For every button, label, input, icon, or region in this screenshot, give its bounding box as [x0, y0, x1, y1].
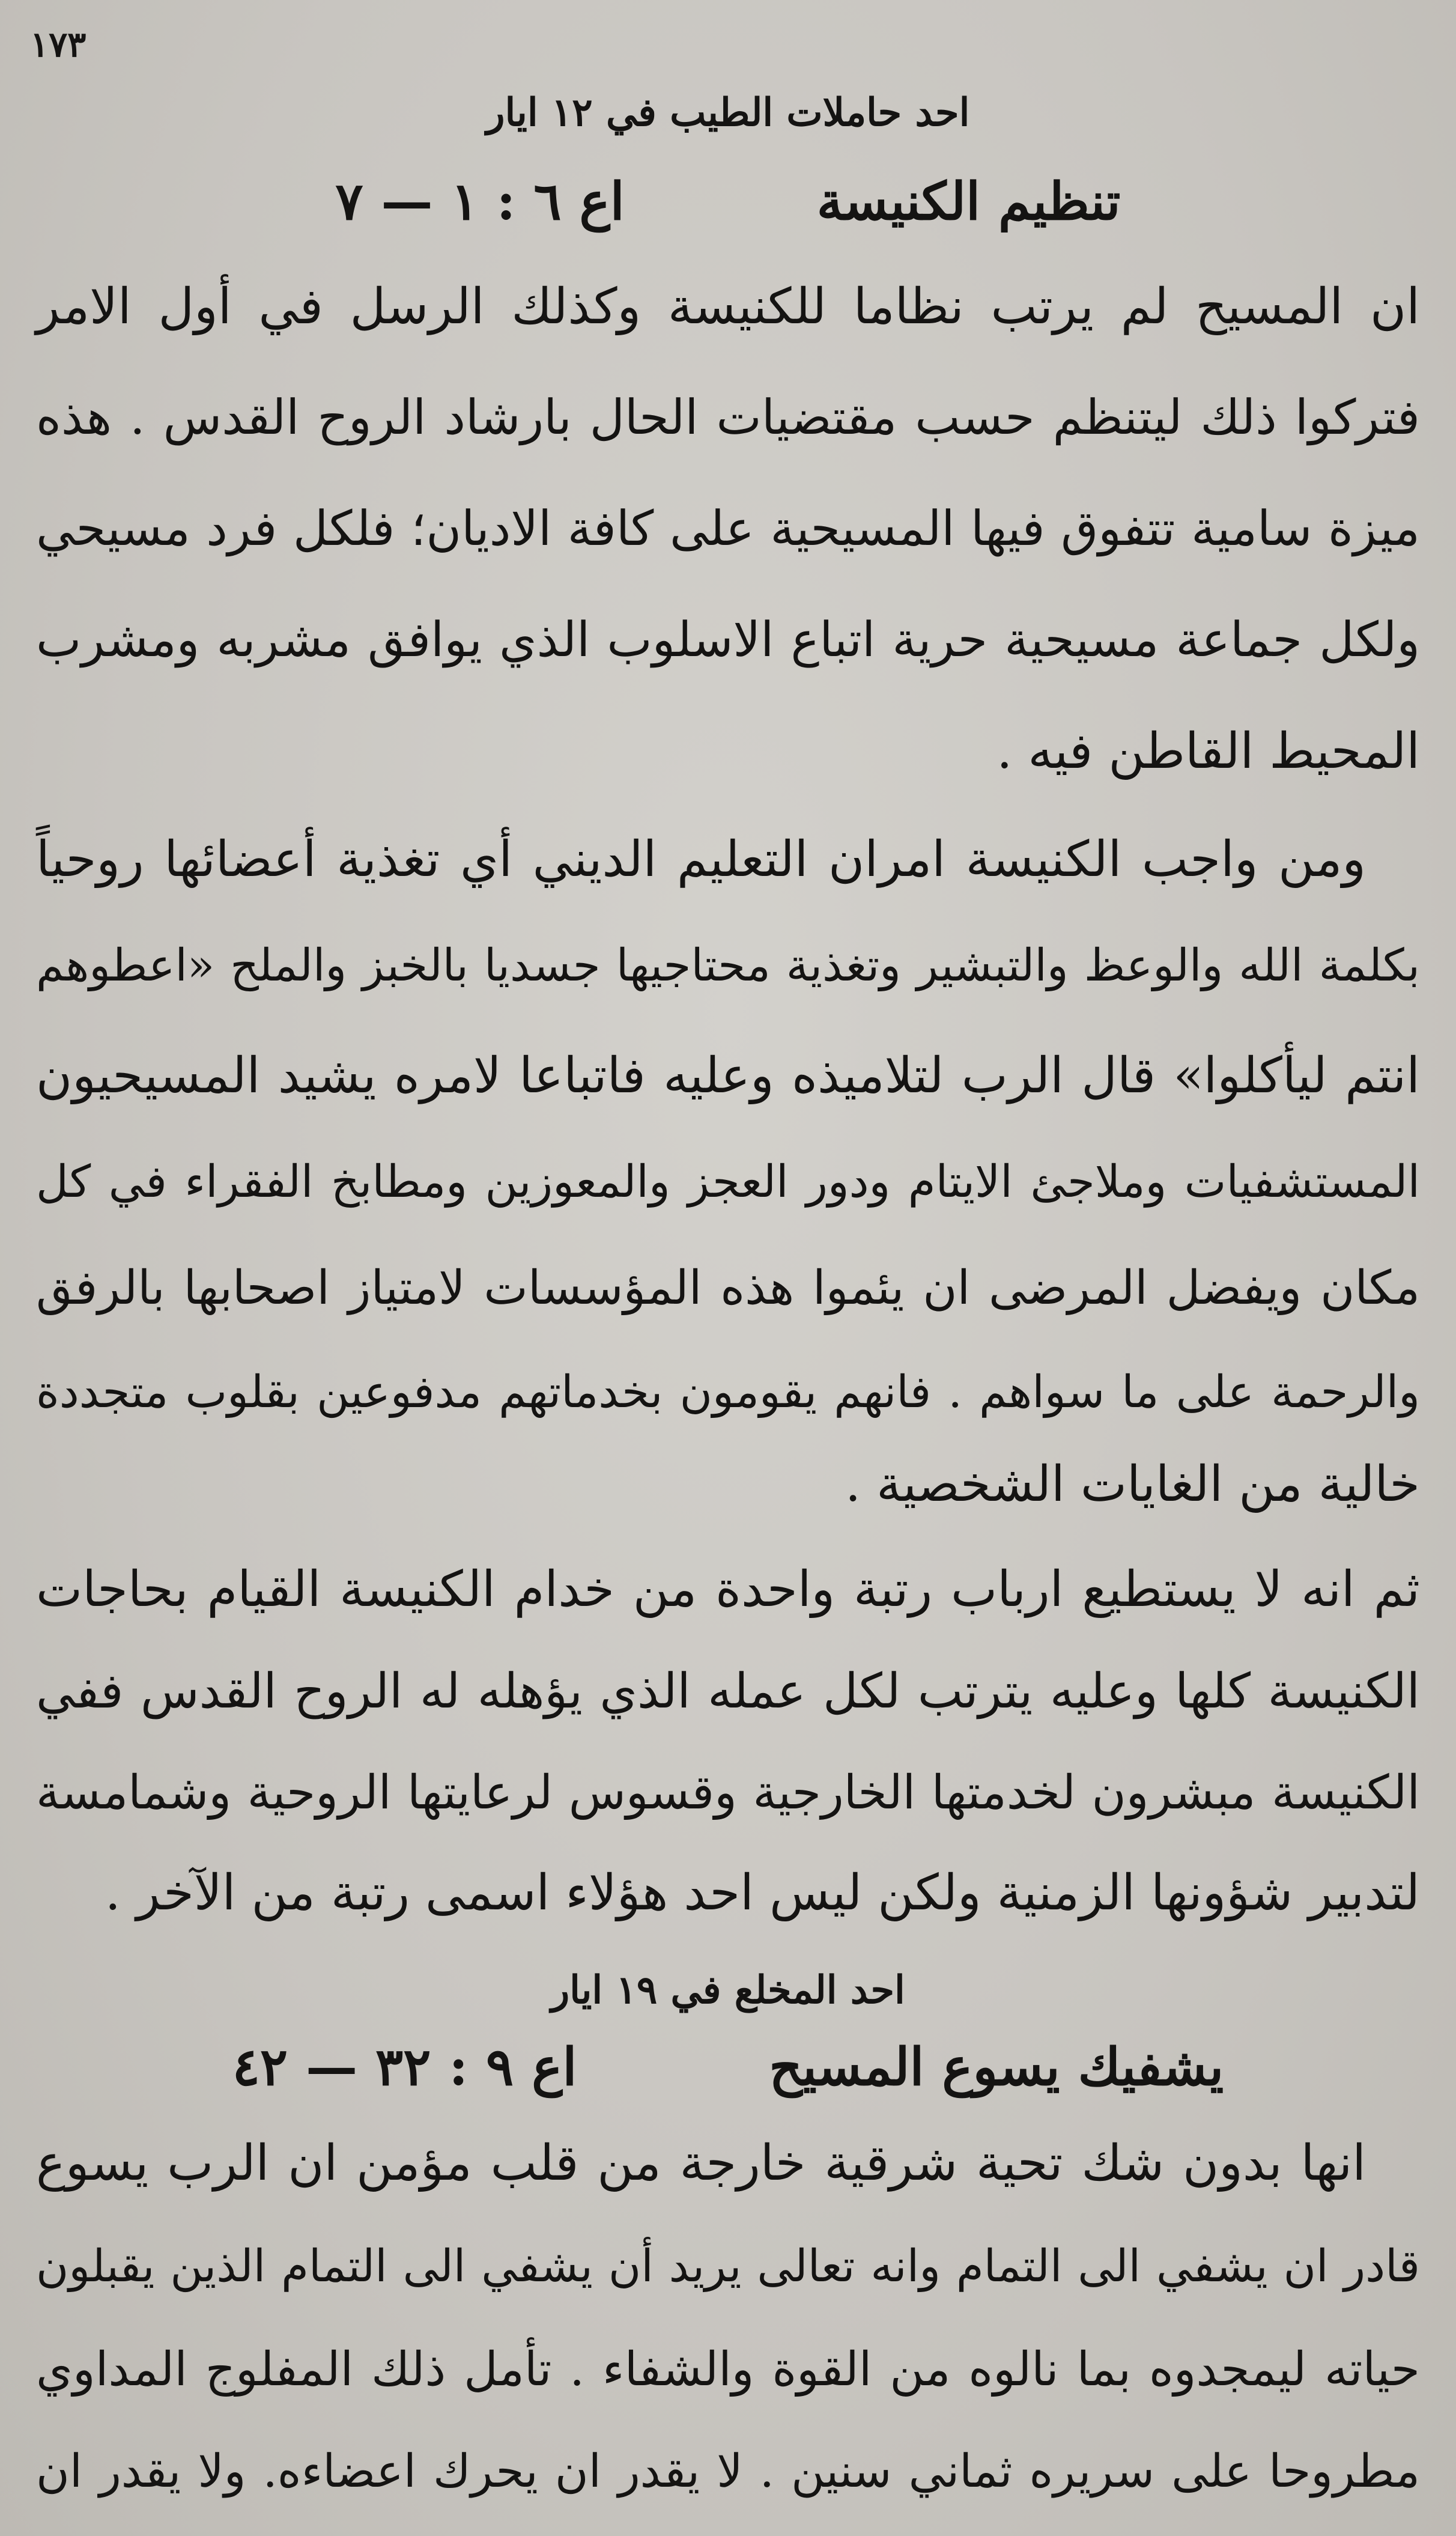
text-line: مطروحا على سريره ثماني سنين . لا يقدر ان يحرك اعضاءه. ولا يقدر ان: [36, 2444, 1420, 2498]
section1-heading: احد حاملات الطيب في ١٢ ايار: [486, 90, 970, 135]
text-line: قادر ان يشفي الى التمام وانه تعالى يريد أن يشفي الى التمام الذين يقبلون: [36, 2240, 1420, 2292]
text-line: ان المسيح لم يرتب نظاما للكنيسة وكذلك الرسل في أول الامر: [36, 278, 1420, 335]
text-line: ومن واجب الكنيسة امران التعليم الديني أي تغذية أعضائها روحياً: [36, 831, 1366, 888]
text-line: بكلمة الله والوعظ والتبشير وتغذية محتاجيها جسديا بالخبز والملح «اعطوهم: [36, 940, 1420, 991]
section2-heading: احد المخلع في ١٩ ايار: [551, 1968, 905, 2013]
text-line: ميزة سامية تتفوق فيها المسيحية على كافة الاديان؛ فلكل فرد مسيحي: [36, 500, 1420, 556]
text-line: خالية من الغايات الشخصية .: [845, 1456, 1420, 1513]
text-line: المستشفيات وملاجئ الايتام ودور العجز والمعوزين ومطابخ الفقراء في كل: [36, 1156, 1420, 1208]
text-line: الكنيسة كلها وعليه يترتب لكل عمله الذي يؤهله له الروح القدس ففي: [36, 1663, 1420, 1719]
text-line: والرحمة على ما سواهم . فانهم يقومون بخدماتهم مدفوعين بقلوب متجددة: [36, 1366, 1420, 1418]
section1-title: تنظيم الكنيسة: [816, 171, 1121, 232]
section2-title-row: [36, 2037, 1420, 2097]
section1-reference: اع ٦ : ١ — ٧: [335, 171, 625, 232]
text-line: حياته ليمجدوه بما نالوه من القوة والشفاء . تأمل ذلك المفلوج المداوي: [36, 2343, 1420, 2397]
text-line: انها بدون شك تحية شرقية خارجة من قلب مؤمن ان الرب يسوع: [36, 2135, 1366, 2192]
text-line: انتم ليأكلوا» قال الرب لتلاميذه وعليه فاتباعا لامره يشيد المسيحيون: [36, 1047, 1420, 1104]
text-line: فتركوا ذلك ليتنظم حسب مقتضيات الحال بارشاد الروح القدس . هذه: [36, 389, 1421, 445]
text-line: ولكل جماعة مسيحية حرية اتباع الاسلوب الذي يوافق مشربه ومشرب: [36, 612, 1421, 667]
text-line: ثم انه لا يستطيع ارباب رتبة واحدة من خدام الكنيسة القيام بحاجات: [36, 1561, 1420, 1618]
text-line: مكان ويفضل المرضى ان يئموا هذه المؤسسات لامتياز اصحابها بالرفق: [36, 1261, 1420, 1315]
section2-reference: اع ٩ : ٣٢ — ٤٢: [232, 2037, 577, 2097]
text-line: المحيط القاطن فيه .: [996, 723, 1420, 780]
section1-title-row: [36, 171, 1420, 232]
text-line: الكنيسة مبشرون لخدمتها الخارجية وقسوس لرعايتها الروحية وشمامسة: [36, 1766, 1420, 1820]
page-number: ١٧٣: [30, 24, 86, 65]
section2-title: يشفيك يسوع المسيح: [769, 2037, 1224, 2097]
text-line: لتدبير شؤونها الزمنية ولكن ليس احد هؤلاء اسمى رتبة من الآخر .: [105, 1864, 1420, 1921]
